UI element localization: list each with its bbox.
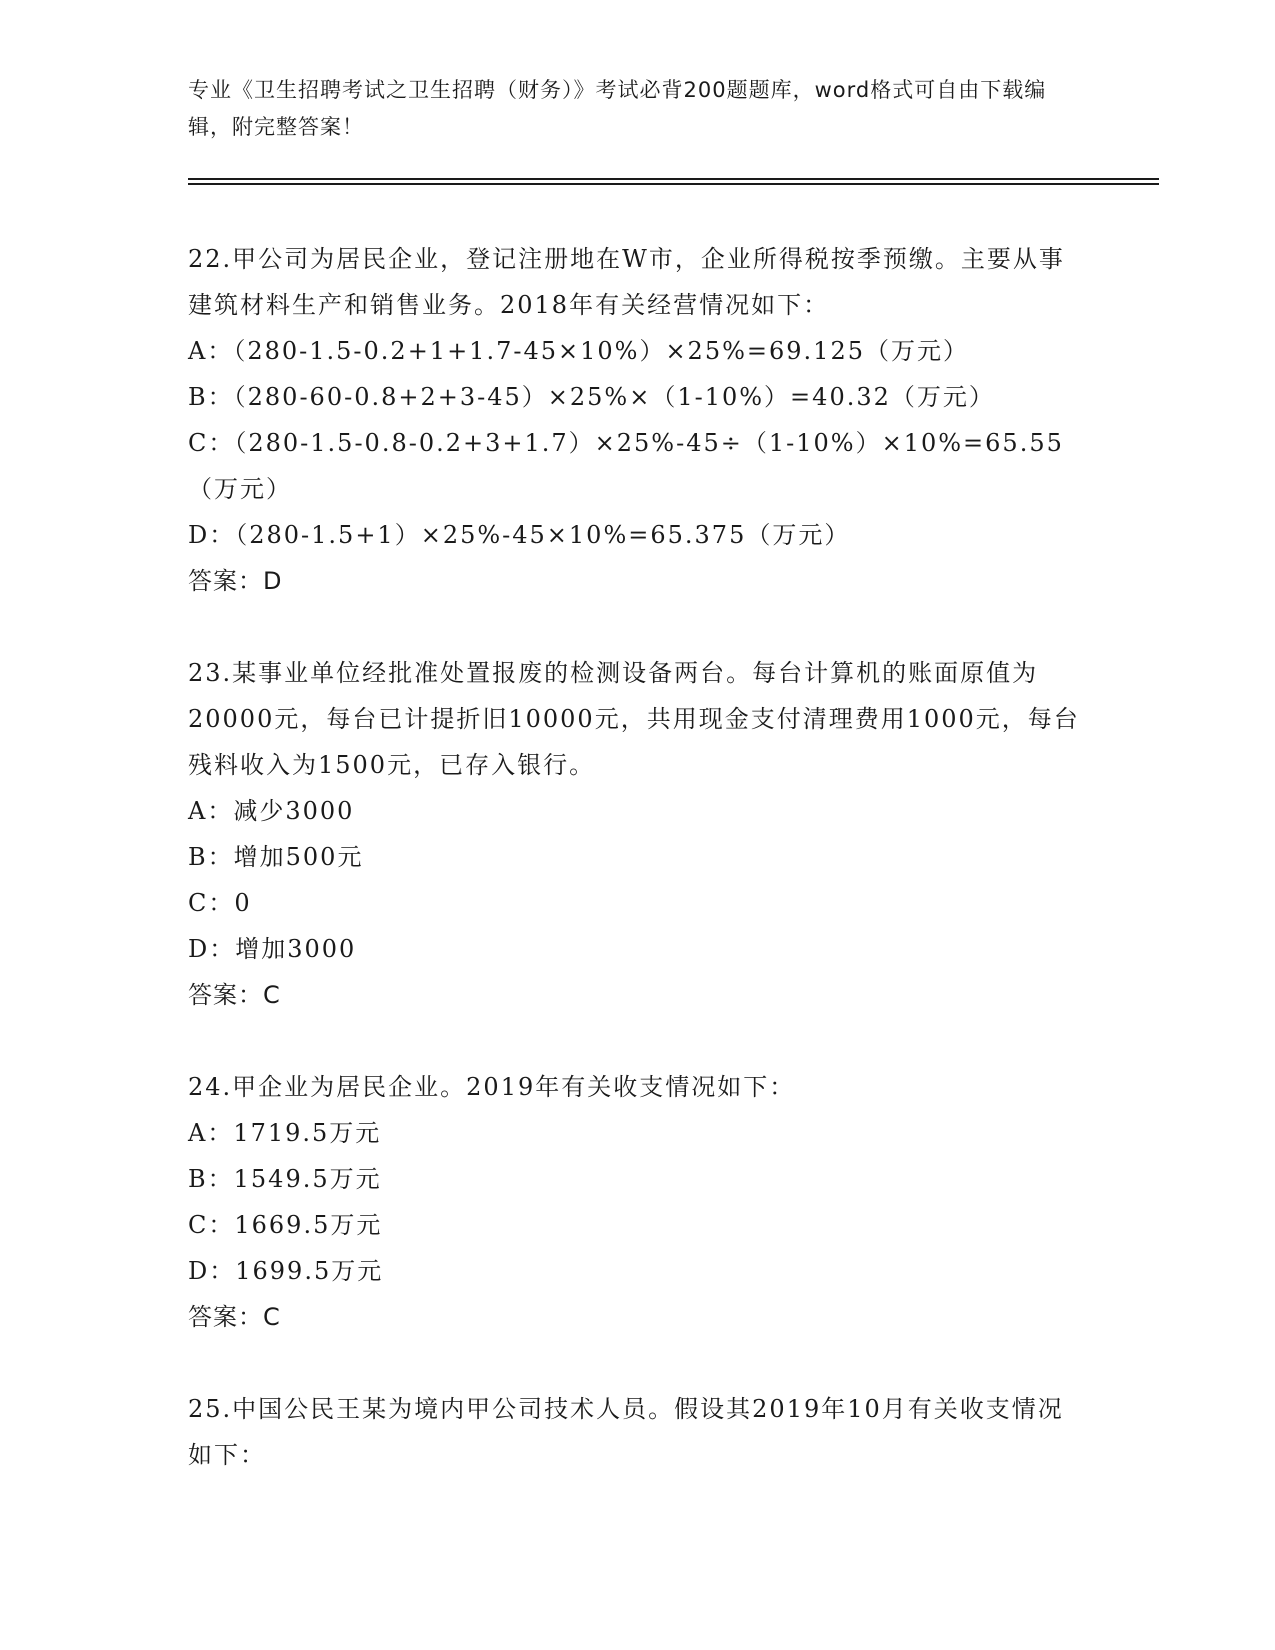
option-b: B：1549.5万元 — [188, 1165, 382, 1193]
option-c: C：0 — [188, 889, 252, 917]
answer-text: 答案：C — [188, 981, 281, 1009]
option-a: A：1719.5万元 — [188, 1119, 382, 1147]
question-stem: 25.中国公民王某为境内甲公司技术人员。假设其2019年10月有关收支情况如下： — [188, 1395, 1064, 1469]
answer-text: 答案：D — [188, 567, 283, 595]
option-d: D：（280-1.5+1）×25%-45×10%=65.375（万元） — [188, 521, 851, 549]
option-d: D：增加3000 — [188, 935, 357, 963]
question-22 — [188, 236, 1088, 604]
option-b: B：增加500元 — [188, 843, 364, 871]
option-c: C：（280-1.5-0.8-0.2+3+1.7）×25%-45÷（1-10%）×10%=65.55（万元） — [188, 429, 1064, 503]
question-23 — [188, 650, 1088, 1018]
question-stem: 23.某事业单位经批准处置报废的检测设备两台。每台计算机的账面原值为20000元，每台已计提折旧10000元，共用现金支付清理费用1000元，每台残料收入为1500元，已存入银行。 — [188, 659, 1080, 779]
option-c: C：1669.5万元 — [188, 1211, 383, 1239]
question-24 — [188, 1064, 1088, 1340]
question-25 — [188, 1386, 1088, 1478]
option-b: B：（280-60-0.8+2+3-45）×25%×（1-10%）=40.32（万元） — [188, 383, 995, 411]
option-a: A：减少3000 — [188, 797, 355, 825]
header-divider-bottom — [188, 183, 1159, 185]
option-a: A：（280-1.5-0.2+1+1.7-45×10%）×25%=69.125（万元） — [188, 337, 969, 365]
header-divider-top — [188, 178, 1159, 180]
answer-text: 答案：C — [188, 1303, 281, 1331]
option-d: D：1699.5万元 — [188, 1257, 384, 1285]
question-stem: 22.甲公司为居民企业，登记注册地在W市，企业所得税按季预缴。主要从事建筑材料生产和销售业务。2018年有关经营情况如下： — [188, 245, 1065, 319]
question-list — [188, 236, 1088, 1478]
document-header: 专业《卫生招聘考试之卫生招聘（财务）》考试必背200题题库，word格式可自由下载编辑，附完整答案！ — [188, 78, 1047, 139]
question-stem: 24.甲企业为居民企业。2019年有关收支情况如下： — [188, 1073, 796, 1101]
